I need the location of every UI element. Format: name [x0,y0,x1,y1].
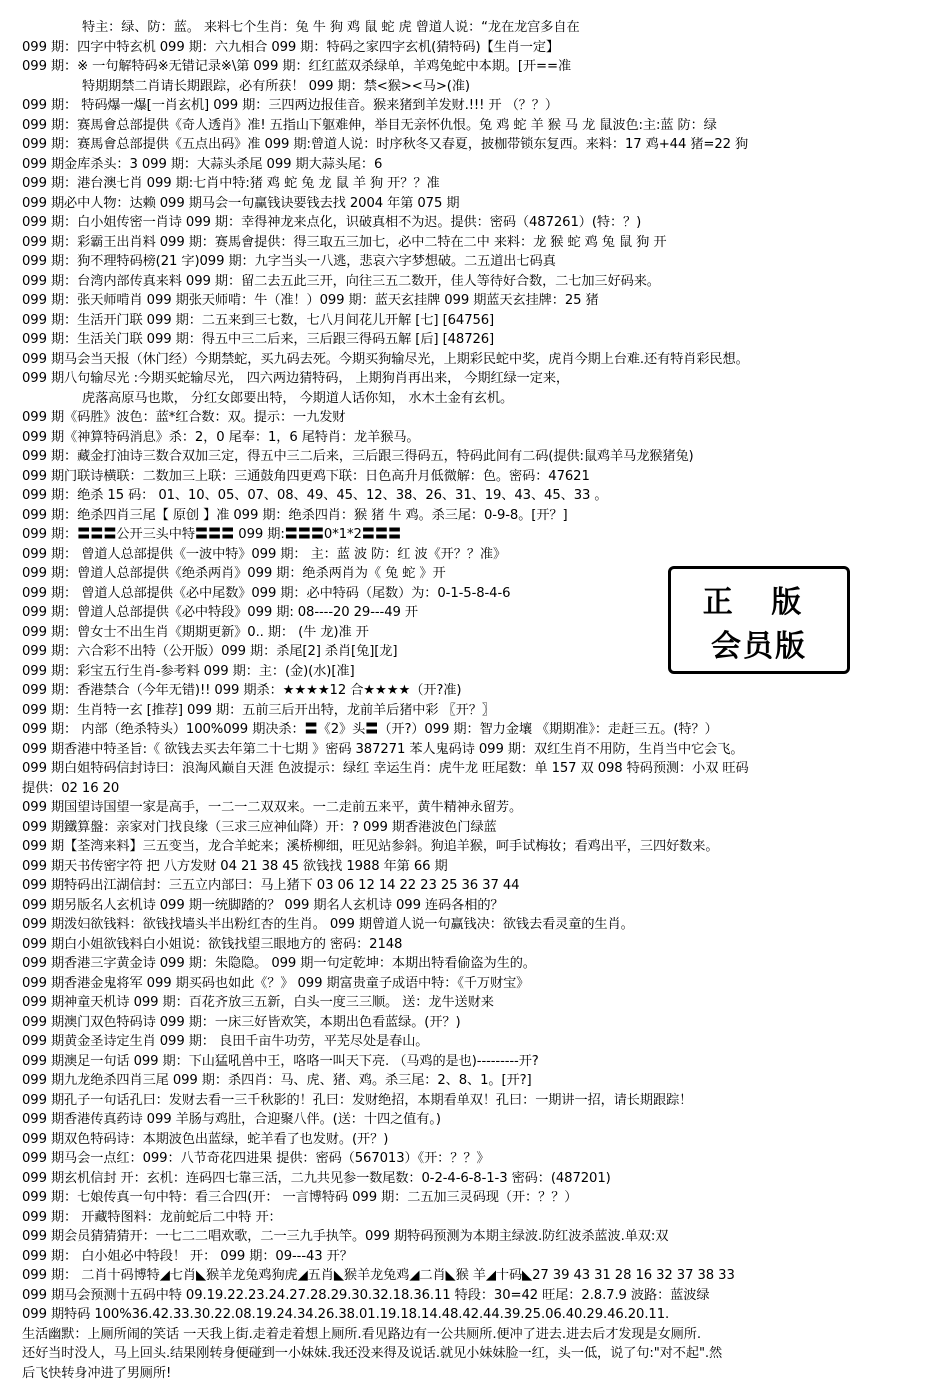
text-line: 099 期：港台澳七肖 099 期:七肖中特:猪 鸡 蛇 兔 龙 鼠 羊 狗 开？？准 [22,176,440,191]
text-line: 099 期白姐特码信封诗曰：浪淘风巅自天涯 色波提示：绿红 幸运生肖：虎牛龙 旺尾数：单 157 双 098 特码预测：小双 旺码 [22,761,749,776]
text-line: 虎落高原马也欺， 分红女郎要出特， 今期道人话你知， 水木土金有玄机。 [82,390,514,406]
text-line: 099 期另版名人玄机诗 099 期一统脚踏的？ 099 期名人玄机诗 099 连码各相的？ [22,897,504,913]
text-line: 099 期：生肖特一玄 [推荐] 099 期：五前三后开出特，龙前羊后猪中彩 〖开？〗 [22,702,495,718]
text-line: 099 期：曾道人总部提供《必中特段》099 期: 08----20 29---49 开 [22,605,418,620]
text-line: 099 期： 特码爆一爆[一肖玄机] 099 期：三四两边报佳音。猴来猪到羊发财.!!! 开 （？？） [22,98,558,113]
text-line: 099 期：生活开门联 099 期：二五来到三七数，七八月间花儿开解 [七] [64756] [22,312,495,328]
text-line: 特主：绿、防：蓝。 来料七个生肖：兔 牛 狗 鸡 鼠 蛇 虎 曾道人说：“龙在龙宫多自在 [82,20,580,35]
text-line: 生活幽默：上厕所闹的笑话 一天我上街.走着走着想上厕所.看见路边有一公共厕所.便冲了进去.进去后才发现是女厕所. [22,1326,701,1342]
text-line: 099 期九龙绝杀四肖三尾 099 期：杀四肖：马、虎、猪、鸡。杀三尾：2、8、1。[开?] [22,1073,532,1088]
text-line: 099 期门联诗横联：二数加三上联：三通鼓角四更鸡下联：日色高升月低微解：色。密码：47621 [22,468,590,484]
text-line: 099 期鐵算盤：亲家对门找良缘（三求三应神仙降）开：? 099 期香港波色门绿蓝 [22,819,497,835]
text-line: 099 期香港中特圣旨:《 欲钱去买去年第二十七期 》密码 387271 苯人鬼码诗 099 期：双红生肖不用防，生肖当中它会飞。 [22,741,744,757]
text-line: 099 期金库杀头：3 099 期：大蒜头杀尾 099 期大蒜头尾：6 [22,156,383,172]
text-line: 099 期：曾道人总部提供《绝杀两肖》099 期：绝杀两肖为《 兔 蛇 》开 [22,566,446,581]
text-line: 099 期玄机信封 开：玄机：连码四七靠三活，二九共见参一数尾数：0-2-4-6-8-1-3 密码：(487201) [22,1170,611,1186]
text-line: 提供：02 16 20 [22,780,120,796]
text-line: 099 期八句输尽光 :今期买蛇输尽光， 四六两边猜特码， 上期狗肖再出来， 今期红绿一定来， [22,371,569,386]
text-line: 099 期双色特码诗：本期波色出蓝绿，蛇羊看了也发财。(开？) [22,1131,389,1147]
text-line: 099 期： 曾道人总部提供《一波中特》099 期： 主：蓝 波 防：红 波《开？？准》 [22,546,507,562]
text-line: 099 期神童天机诗 099 期：百花齐放三五新，白头一度三三顺。 送：龙牛送财来 [22,995,494,1010]
text-line: 099 期：六合彩不出特（公开版）099 期：杀尾[2] 杀肖[兔][龙] [22,644,398,659]
text-line: 099 期《码胜》波色：蓝*红合数：双。提示：一九发财 [22,410,346,425]
text-line: 099 期【荃湾来料】三五变当，龙合羊蛇来；溪桥柳细，旺见站参斜。狗追羊猴，呵手试梅妆；看鸡出平，三四好数来。 [22,839,719,854]
text-line: 099 期：张天师啃肖 099 期张天师啃：牛（准！）099 期：蓝天玄挂牌 099 期蓝天玄挂牌：25 猪 [22,293,599,308]
text-line: 099 期必中人物：达赖 099 期马会一句赢钱诀要钱去找 2004 年第 075 期 [22,195,460,211]
text-line: 099 期：彩宝五行生肖-参考料 099 期：主：(金)(水)[准] [22,663,355,679]
stamp-line-2: 会员版 [711,629,807,664]
text-line: 099 期马会一点红：099：八节奇花四进果 提供：密码（567013）《开：？？》 [22,1151,490,1166]
text-line: 099 期泼妇欲钱料：欲钱找墙头半出粉红杏的生肖。 099 期曾道人说一句赢钱决：欲钱去看灵童的生肖。 [22,917,634,932]
text-line: 099 期：彩霸王出肖料 099 期：赛馬會提供：得三取五三加七，必中二特在二中 来料：龙 猴 蛇 鸡 兔 鼠 狗 开 [22,234,667,250]
text-line: 099 期： 白小姐必中特段！ 开： 099 期：09---43 开？ [22,1248,353,1264]
text-line: 099 期：曾女士不出生肖《期期更新》0.. 期： (牛 龙)准 开 [22,624,369,640]
text-line: 099 期：香港禁合（今年无错)!! 099 期杀：★★★★12 合★★★★（开?准) [22,683,462,698]
text-line: 099 期《神算特码消息》杀：2，0 尾奉：1，6 尾特肖：龙羊猴马。 [22,429,420,445]
text-line: 099 期：赛馬會总部提供《奇人透肖》准! 五指山下躯难伸，举目无亲怀仇恨。兔 鸡 蛇 羊 猴 马 龙 鼠波色:主:蓝 防：绿 [22,117,717,133]
text-line: 099 期：四字中特玄机 099 期：六九相合 099 期：特码之家四字玄机(猜特码)【生肖一定】 [22,39,560,55]
text-line: 099 期特码出江湖信封：三五立内部曰：马上猪下 03 06 12 14 22 23 25 36 37 44 [22,878,520,893]
text-line: 099 期：绝杀四肖三尾【 原创 】准 099 期：绝杀四肖：猴 猪 牛 鸡。杀三尾：0-9-8。[开？] [22,507,568,523]
text-line: 099 期：白小姐传密一肖诗 099 期：幸得神龙来点化，识破真相不为迟。提供：密码（487261）(特：？) [22,215,642,230]
text-line: 099 期白小姐欲钱料白小姐说：欲钱找望三眼地方的 密码：2148 [22,936,403,952]
text-line: 099 期香港传真药诗 099 羊肠与鸡肚，合迎聚八伴。(送：十四之值有。) [22,1112,441,1127]
stamp-line-1: 正 版 [702,585,816,620]
text-line: 099 期会员猜猜猜开：一七二二唱欢歌，二一三九手执竿。099 期特码预测为本期主绿波.防红波杀蓝波.单双:双 [22,1229,669,1244]
text-line: 099 期香港三字黄金诗 099 期：朱隐隐。 099 期一句定乾坤：本期出特看偷盗为生的。 [22,956,536,971]
text-line: 099 期特码 100%36.42.33.30.22.08.19.24.34.26.38.01.19.18.14.48.42.44.39.25.06.40.29.46.20.11. [22,1307,670,1322]
text-line: 099 期孔子一句话孔曰：发财去看一三千秋影的！孔曰：发财绝招，本期看单双！孔曰：一期讲一招，请长期跟踪！ [22,1092,693,1108]
text-line: 099 期： 内部（绝杀特头）100%099 期决杀：〓《2》头〓（开?）099 期：智力金壤 《期期准》：走赶三五。(特？） [22,722,718,737]
text-line: 099 期天书传密字符 把 八方发财 04 21 38 45 欲钱找 1988 年第 66 期 [22,858,448,874]
text-line: 099 期：赛馬會总部提供《五点出码》准 099 期:曾道人说：时序秋冬又春夏，披枷带锁东复西。来料：17 鸡+44 猪=22 狗 [22,137,749,152]
official-edition-stamp [668,566,850,674]
text-line: 099 期澳门双色特码诗 099 期：一床三好皆欢笑，本期出色看蓝绿。(开？) [22,1014,461,1030]
text-line: 099 期： 开藏特图料：龙前蛇后二中特 开： [22,1209,282,1225]
text-line: 099 期： 二肖十码博特◢七肖◣猴羊龙兔鸡狗虎◢五肖◣猴羊龙兔鸡◢二肖◣猴 羊◢十码◣27 39 43 31 28 16 32 37 38 33 [22,1268,735,1283]
text-line: 还好当时没人，马上回头.结果刚转身便碰到一小妹妹.我还没来得及说话.就见小妹妹脸一红，头一低，说了句:"对不起".然 [22,1346,723,1361]
text-line: 后飞快转身冲进了男厕所! [22,1365,172,1381]
text-line: 099 期国望诗国望一家是高手，一二一二双双来。一二走前五来平，黄牛精神永留芳。 [22,800,523,815]
text-line: 099 期：台湾内部传真来料 099 期：留二去五此三开，向往三五二数开，佳人等待好合数，二七加三好码来。 [22,273,660,289]
text-line: 099 期：七娘传真一句中特：看三合四(开： 一言博特码 099 期：二五加三灵码现（开：？？） [22,1190,578,1205]
text-line: 099 期澳足一句话 099 期：下山猛吼兽中王，咯咯一叫天下亮. （马鸡的是也)---------开? [22,1053,539,1069]
text-line: 099 期： 曾道人总部提供《必中尾数》099 期：必中特码（尾数）为：0-1-5-8-4-6 [22,585,511,601]
text-line: 099 期：※ 一句解特码※无错记录※\第 099 期：红红蓝双杀绿单，羊鸡兔蛇中本期。[开==准 [22,59,572,74]
text-line: 099 期：生活关门联 099 期：得五中三二后来，三后跟三得码五解 [后] [48726] [22,332,495,347]
text-line: 099 期：藏金打油诗三数合双加三定，得五中三二后来，三后跟三得码五，特码此间有二码(提供:鼠鸡羊马龙猴猪兔) [22,449,694,464]
text-line: 099 期马会预测十五码中特 09.19.22.23.24.27.28.29.30.32.18.36.11 特段：30=42 旺尾：2.8.7.9 波路：蓝波绿 [22,1287,710,1303]
text-line: 特期期禁二肖请长期跟踪，必有所获！ 099 期：禁<猴><马>(准) [82,78,470,94]
text-line: 099 期黄金圣诗定生肖 099 期： 良田千亩牛功劳，平芜尽处是春山。 [22,1034,429,1049]
text-line: 099 期：〓〓〓公开三头中特〓〓〓 099 期:〓〓〓0*1*2〓〓〓 [22,527,402,542]
text-line: 099 期马会当天报（休门经）今期禁蛇，买九码去死。今期买狗输尽光，上期彩民蛇中奖，虎肖今期上台难.还有特肖彩民想。 [22,351,749,367]
text-line: 099 期：绝杀 15 码： 01、10、05、07、08、49、45、12、38、26、31、19、43、45、33 。 [22,488,608,503]
text-line: 099 期香港金鬼将军 099 期买码也如此《？》 099 期富贵童子成语中特：《千万财宝》 [22,975,530,991]
text-lines [22,18,938,1383]
text-line: 099 期：狗不理特码榜(21 字)099 期：九字当头一八逃，悲哀六字梦想破。二五道出七码真 [22,254,556,269]
